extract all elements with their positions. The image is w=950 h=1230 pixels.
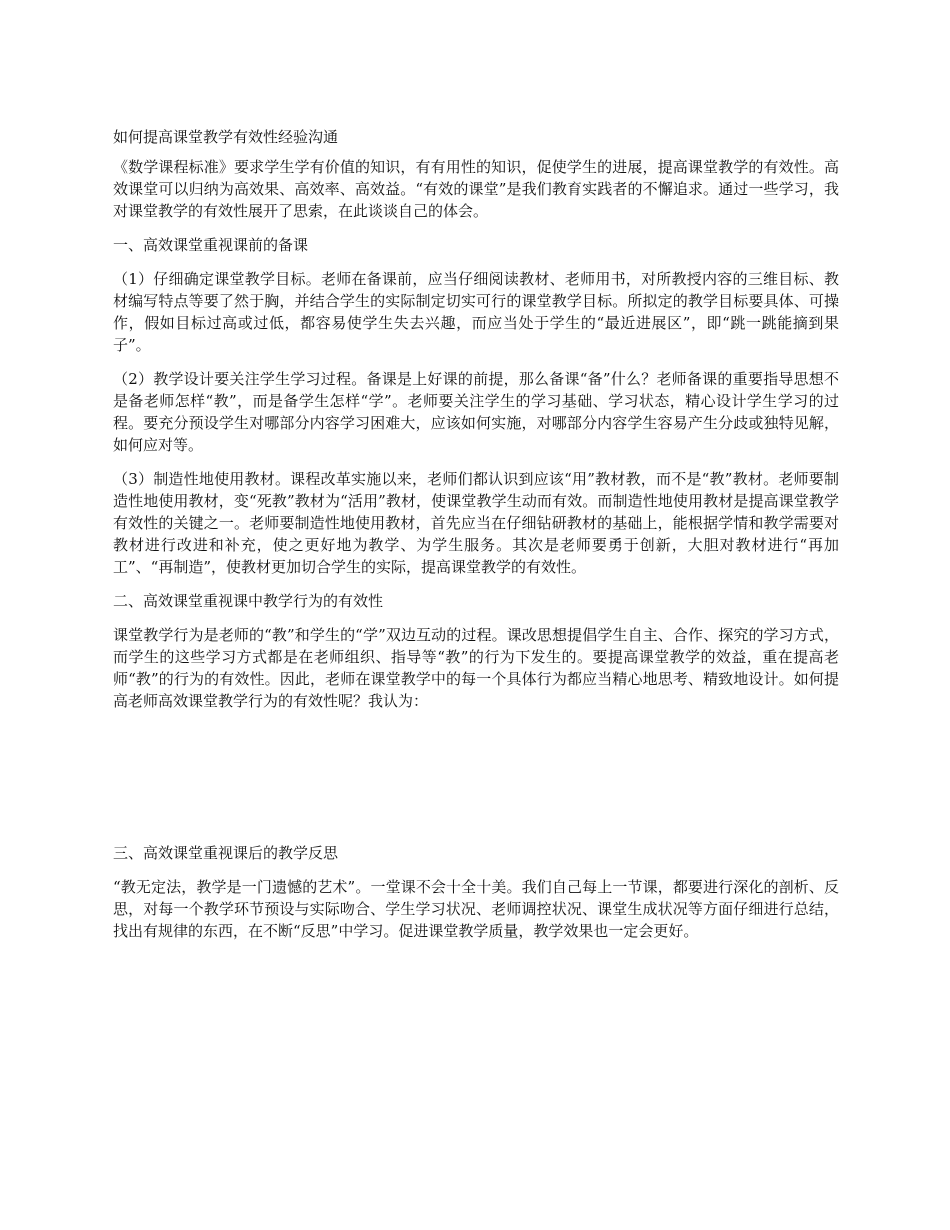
section-1-paragraph-3: （3）制造性地使用教材。课程改革实施以来，老师们都认识到应该“用”教材教，而不是“教”教材。老师要制造性地使用教材，变“死教”教材为“活用”教材，使课堂教学生动而有效。而制造性地使用教材是提高课堂教学有效性的关键之一。老师要制造性地使用教材，首先应当在仔细钻研教材的基础上，能根据学情和教学需要对教材进行改进和补充，使之更好地为教学、为学生服务。其次是老师要勇于创新，大胆对教材进行“再加工”、“再制造”，使教材更加切合学生的实际，提高课堂教学的有效性。 [113, 470, 839, 576]
intro-paragraph: 《数学课程标准》要求学生学有价值的知识，有有用性的知识，促使学生的进展，提高课堂教学的有效性。高效课堂可以归纳为高效果、高效率、高效益。“有效的课堂”是我们教育实践者的不懈追求。通过一些学习，我对课堂教学的有效性展开了思索，在此谈谈自己的体会。 [113, 158, 839, 220]
document-title: 如何提高课堂教学有效性经验沟通 [113, 128, 339, 146]
blank-space [113, 724, 839, 842]
section-1-paragraph-2: （2）教学设计要关注学生学习过程。备课是上好课的前提，那么备课“备”什么？老师备课的重要指导思想不是备老师怎样“教”，而是备学生怎样“学”。老师要关注学生的学习基础、学习状态，精心设计学生学习的过程。要充分预设学生对哪部分内容学习困难大，应该如何实施，对哪部分内容学生容易产生分歧或独特见解，如何应对等。 [113, 370, 839, 454]
section-3-heading: 三、高效课堂重视课后的教学反思 [113, 844, 339, 862]
document-body [113, 126, 839, 954]
section-2-paragraph-1: 课堂教学行为是老师的“教”和学生的“学”双边互动的过程。课改思想提倡学生自主、合作、探究的学习方式，而学生的这些学习方式都是在老师组织、指导等“教”的行为下发生的。要提高课堂教学的效益，重在提高老师“教”的行为的有效性。因此，老师在课堂教学中的每一个具体行为都应当精心地思考、精致地设计。如何提高老师高效课堂教学行为的有效性呢？我认为： [113, 626, 839, 710]
section-2-heading: 二、高效课堂重视课中教学行为的有效性 [113, 592, 384, 610]
section-3-paragraph-1: “教无定法，教学是一门遗憾的艺术”。一堂课不会十全十美。我们自己每上一节课，都要进行深化的剖析、反思，对每一个教学环节预设与实际吻合、学生学习状况、老师调控状况、课堂生成状况等方面仔细进行总结，找出有规律的东西，在不断“反思”中学习。促进课堂教学质量，教学效果也一定会更好。 [113, 878, 839, 940]
section-1-paragraph-1: （1）仔细确定课堂教学目标。老师在备课前，应当仔细阅读教材、老师用书，对所教授内容的三维目标、教材编写特点等要了然于胸，并结合学生的实际制定切实可行的课堂教学目标。所拟定的教学目标要具体、可操作，假如目标过高或过低，都容易使学生失去兴趣，而应当处于学生的“最近进展区”，即“跳一跳能摘到果子”。 [113, 270, 839, 354]
section-1-heading: 一、高效课堂重视课前的备课 [113, 236, 309, 254]
